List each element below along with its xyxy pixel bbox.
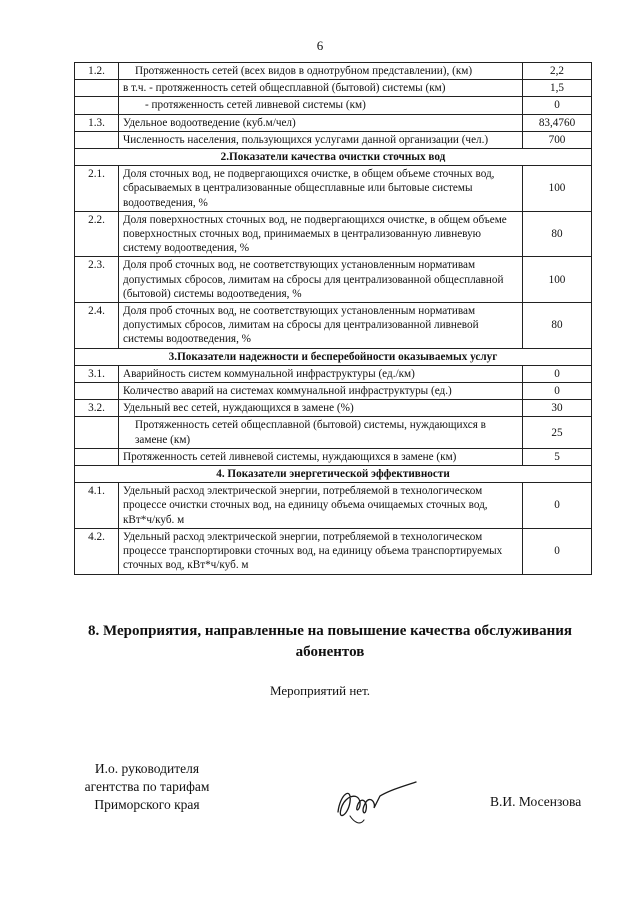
row-description-cell — [119, 303, 523, 349]
signatory-title-line1: И.о. руководителя — [94, 761, 200, 776]
row-description-cell — [119, 528, 523, 574]
table-section-row — [75, 149, 592, 166]
row-description-cell — [119, 131, 523, 148]
row-description: Удельный расход электрической энергии, потребляемой в технологическом процессе транспортировки сточных вод, на единицу объема транспортируемых сточных вод, кВт*ч/куб. м — [123, 530, 503, 572]
row-number: 2.2. — [75, 211, 119, 257]
row-description-cell — [119, 365, 523, 382]
table-row — [75, 257, 592, 303]
table-row — [75, 383, 592, 400]
row-value: 83,4760 — [523, 114, 592, 131]
row-description-cell — [119, 483, 523, 529]
row-description: Численность населения, пользующихся услугами данной организации (чел.) — [123, 133, 489, 146]
row-value: 0 — [523, 483, 592, 529]
page-number: 6 — [316, 38, 324, 53]
section-title: 2.Показатели качества очистки сточных вод — [75, 149, 592, 166]
table-row — [75, 80, 592, 97]
table-row — [75, 97, 592, 114]
table-row — [75, 131, 592, 148]
row-value: 700 — [523, 131, 592, 148]
row-description-cell — [119, 448, 523, 465]
row-description: Протяженность сетей ливневой системы, нуждающихся в замене (км) — [123, 450, 457, 463]
no-measures-note: Мероприятий нет. — [269, 683, 371, 698]
section-title: 4. Показатели энергетической эффективности — [75, 466, 592, 483]
row-number: 2.4. — [75, 303, 119, 349]
row-value: 80 — [523, 211, 592, 257]
row-value: 0 — [523, 528, 592, 574]
section-title: 3.Показатели надежности и бесперебойности оказываемых услуг — [75, 348, 592, 365]
row-number: 1.3. — [75, 114, 119, 131]
row-description-cell — [119, 257, 523, 303]
section-8-heading-line2: абонентов — [295, 644, 365, 660]
row-number: 3.1. — [75, 365, 119, 382]
indicators-table — [74, 62, 592, 575]
row-value: 2,2 — [523, 63, 592, 80]
section-8-heading-line1: 8. Мероприятия, направленные на повышение качества обслуживания — [87, 623, 572, 639]
row-description-cell — [119, 383, 523, 400]
row-description-cell — [119, 166, 523, 212]
row-description: Доля сточных вод, не подвергающихся очистке, в общем объеме сточных вод, сбрасываемых в централизованные общесплавные или бытовые системы водоотведения, % — [123, 168, 495, 209]
table-row — [75, 114, 592, 131]
table-section-row — [75, 466, 592, 483]
signatory-name: В.И. Мосензова — [490, 794, 582, 809]
row-description: Протяженность сетей (всех видов в однотрубном представлении), (км) — [135, 65, 473, 77]
row-description: Аварийность систем коммунальной инфраструктуры (ед./км) — [123, 367, 415, 380]
row-description: Доля поверхностных сточных вод, не подвергающихся очистке, в общем объеме поверхностных сточных вод, принимаемых в централизованную ливневую систему водоотведения, % — [123, 213, 507, 255]
row-description: Количество аварий на системах коммунальной инфраструктуры (ед.) — [123, 385, 452, 398]
row-number: 3.2. — [75, 400, 119, 417]
row-number — [75, 80, 119, 97]
signatory-title-line3: Приморского края — [94, 797, 200, 812]
row-description-cell — [119, 114, 523, 131]
handwritten-signature — [330, 772, 420, 832]
row-description-cell — [119, 211, 523, 257]
table-row — [75, 211, 592, 257]
row-value: 100 — [523, 257, 592, 303]
row-value: 0 — [523, 97, 592, 114]
row-description: в т.ч. - протяженность сетей общесплавной (бытовой) системы (км) — [123, 82, 446, 95]
row-value: 80 — [523, 303, 592, 349]
row-value: 5 — [523, 448, 592, 465]
row-value: 25 — [523, 417, 592, 448]
row-description: - протяженность сетей ливневой системы (км) — [145, 99, 366, 112]
row-description-cell — [119, 400, 523, 417]
row-value: 0 — [523, 383, 592, 400]
row-description: Доля проб сточных вод, не соответствующих установленным нормативам допустимых сбросов, лимитам на сбросы для централизованной ливневой системы водоотведения, % — [123, 305, 479, 346]
table-row — [75, 483, 592, 529]
table-row — [75, 417, 592, 448]
table-row — [75, 528, 592, 574]
row-description: Удельное водоотведение (куб.м/чел) — [123, 116, 296, 129]
row-number: 2.3. — [75, 257, 119, 303]
row-description: Протяженность сетей общесплавной (бытовой) системы, нуждающихся в замене (км) — [135, 419, 486, 446]
table-row — [75, 166, 592, 212]
row-description-cell — [119, 63, 523, 80]
row-number: 2.1. — [75, 166, 119, 212]
row-number: 1.2. — [75, 63, 119, 80]
row-description: Удельный расход электрической энергии, потребляемой в технологическом процессе очистки сточных вод, на единицу объема очищаемых сточных вод, кВт*ч/куб. м — [123, 485, 488, 526]
table-row — [75, 400, 592, 417]
row-number — [75, 131, 119, 148]
table-row — [75, 63, 592, 80]
row-description-cell — [119, 417, 523, 448]
row-value: 100 — [523, 166, 592, 212]
row-value: 30 — [523, 400, 592, 417]
table-row — [75, 303, 592, 349]
table-row — [75, 448, 592, 465]
row-description-cell — [119, 97, 523, 114]
signatory-title — [62, 760, 232, 814]
table-section-row — [75, 348, 592, 365]
row-value: 1,5 — [523, 80, 592, 97]
row-number: 4.2. — [75, 528, 119, 574]
row-number — [75, 448, 119, 465]
row-value: 0 — [523, 365, 592, 382]
row-number — [75, 383, 119, 400]
section-8-heading — [60, 621, 600, 663]
row-number — [75, 417, 119, 448]
row-number — [75, 97, 119, 114]
row-description-cell — [119, 80, 523, 97]
row-description: Удельный вес сетей, нуждающихся в замене (%) — [123, 402, 354, 415]
row-description: Доля проб сточных вод, не соответствующих установленным нормативам допустимых сбросов, лимитам на сбросы для централизованной общесплавной (бытовой) системы водоотведения, % — [123, 259, 504, 300]
row-number: 4.1. — [75, 483, 119, 529]
signatory-title-line2: агентства по тарифам — [84, 779, 210, 794]
table-row — [75, 365, 592, 382]
